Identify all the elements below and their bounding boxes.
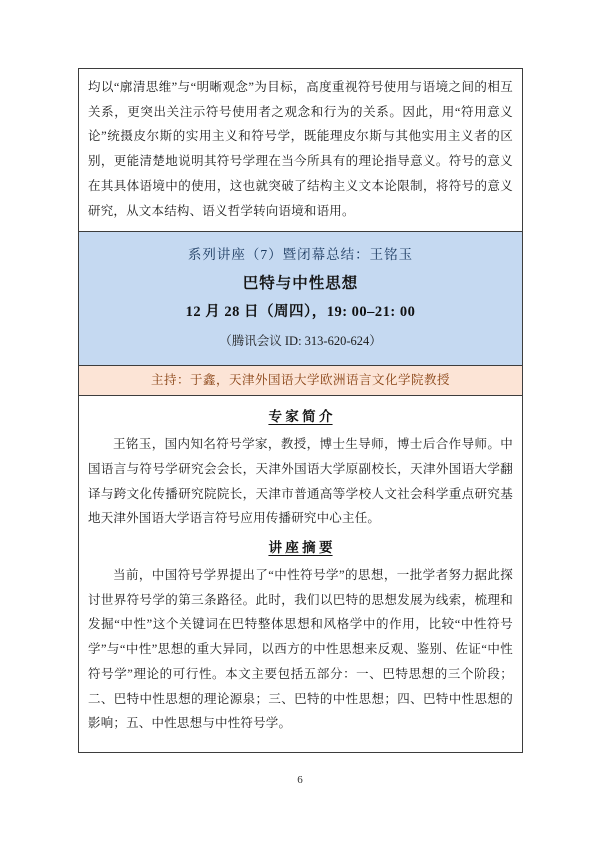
details-section [79, 396, 522, 752]
abstract-paragraph: 当前，中国符号学界提出了“中性符号学”的思想，一批学者努力据此探讨世界符号学的第三条路径。此时，我们以巴特的思想发展为线索，梳理和发掘“中性”这个关键词在巴特整体思想和风格学中的作用，比较“中性符号学”与“中性”思想的重大异同，以西方的中性思想来反观、鉴别、佐证“中性符号学”理论的可行性。本文主要包括五部分：一、巴特思想的三个阶段；二、巴特中性思想的理论源泉；三、巴特的中性思想；四、巴特中性思想的影响；五、中性思想与中性符号学。 [88, 568, 513, 731]
abstract-heading: 讲 座 摘 要 [268, 540, 333, 556]
expert-heading: 专 家 简 介 [268, 409, 333, 425]
intro-paragraph: 均以“廓清思维”与“明晰观念”为目标，高度重视符号使用与语境之间的相互关系，更突出关注示符号使用者之观念和行为的关系。因此，用“符用意义论”统摄皮尔斯的实用主义和符号学，既能理皮尔斯与其他实用主义者的区别，更能清楚地说明其符号学理在当今所具有的理论指导意义。符号的意义在其具体语境中的使用，这也就突破了结构主义文本论限制，将符号的意义研究，从文本结构、语义哲学转向语境和语用。 [88, 80, 513, 218]
event-datetime: 12 月 28 日（周四），19: 00–21: 00 [185, 304, 416, 321]
event-title: 巴特与中性思想 [242, 275, 359, 293]
expert-paragraph: 王铭玉，国内知名符号学家，教授，博士生导师，博士后合作导师。中国语言与符号学研究会会长，天津外国语大学原副校长，天津外国语大学翻译与跨文化传播研究院院长，天津市普通高等学校人文社会科学重点研究基地天津外国语大学语言符号应用传播研究中心主任。 [88, 437, 513, 526]
page-number: 6 [297, 774, 303, 786]
content-table [78, 68, 523, 753]
host-line: 主持：于鑫，天津外国语大学欧洲语言文化学院教授 [150, 373, 450, 388]
event-series-line: 系列讲座（7）暨闭幕总结：王铭玉 [187, 247, 414, 263]
intro-section [79, 69, 522, 232]
host-bar [79, 366, 522, 396]
event-banner [79, 232, 522, 366]
event-meeting-id: （腾讯会议 ID: 313-620-624） [219, 334, 382, 349]
